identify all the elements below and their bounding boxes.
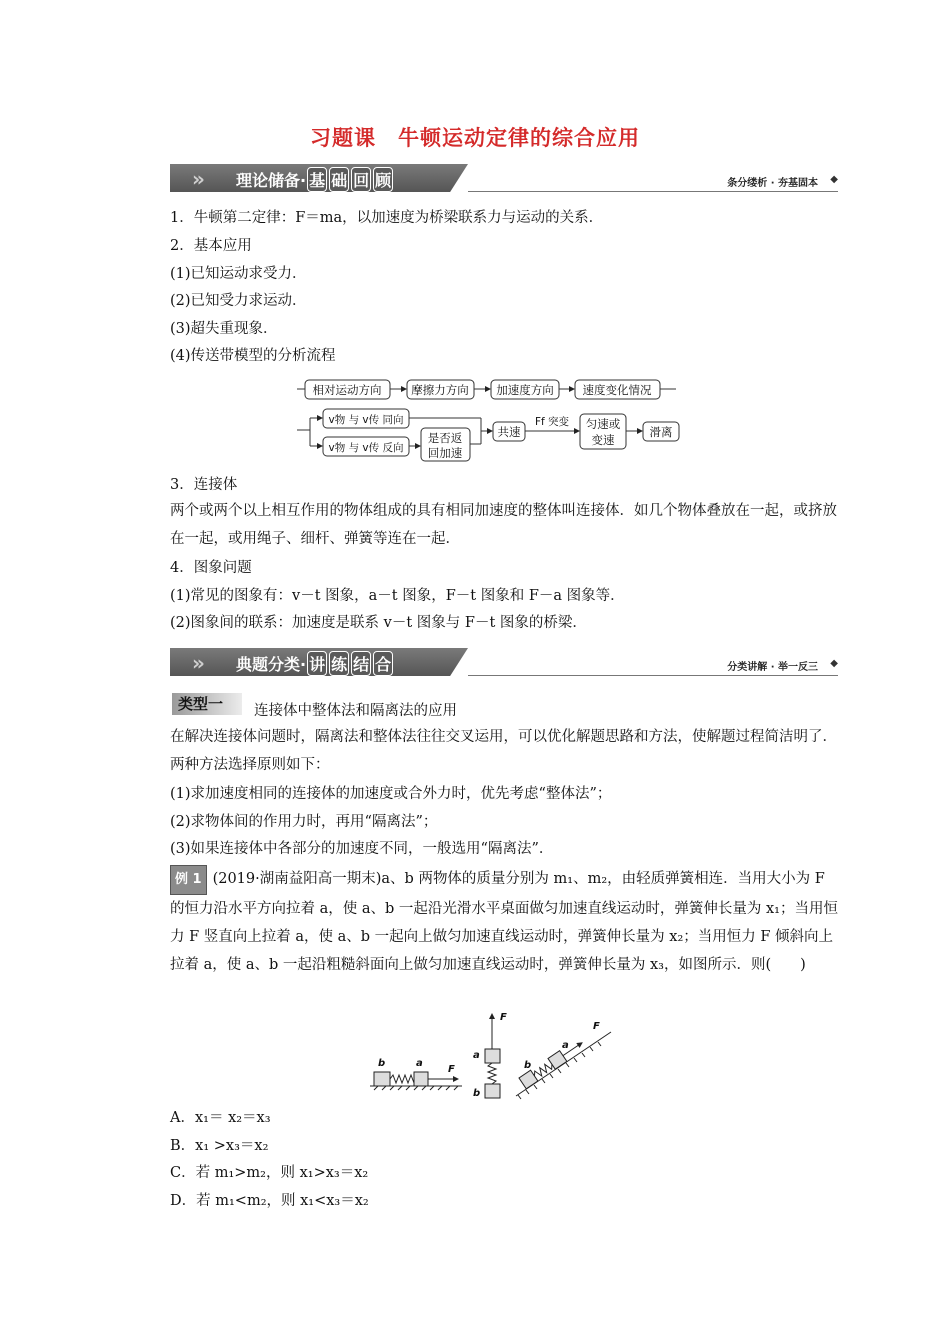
point-1: 1．牛顿第二定律：F＝ma，以加速度为桥梁联系力与运动的关系． (170, 210, 604, 226)
flow-node: v物 与 v传 反向 (328, 442, 404, 454)
chevron-icon: » (192, 651, 205, 675)
label-b: b (378, 1058, 386, 1069)
option-b: B．x₁ >x₃＝x₂ (170, 1138, 269, 1154)
chevron-icon: » (192, 167, 205, 191)
point-2: 2．基本应用 (170, 238, 252, 254)
flow-node: 回加速 (427, 446, 463, 460)
label-F: F (500, 1012, 507, 1023)
type-title: 连接体中整体法和隔离法的应用 (254, 703, 457, 719)
label-b: b (473, 1088, 481, 1099)
flow-node: 滑离 (649, 425, 673, 439)
label-a: a (473, 1050, 480, 1061)
example-1: 例 1 (2019·湖南益阳高一期末)a、b 两物体的质量分别为 m₁、m₂，由轻质弹簧相连．当用大小为 F 的恒力沿水平方向拉着 a，使 a、b 一起沿光滑水平桌面做匀加速直线运动时，弹簧伸长量为 x₁；当用恒力 F 竖直向上拉着 a，使 a、b 一起向上做匀加速直线运动时，弹簧伸长量为 x₂；当用恒力 F 倾斜向上拉着 a，使 a、b 一起沿粗糙斜面向上做匀加速直线运动时，弹簧伸长量为 x₃，如图所示．则( ) (170, 865, 838, 979)
label-a: a (416, 1058, 423, 1069)
flow-node: 变速 (591, 433, 615, 447)
flow-node: 速度变化情况 (582, 383, 652, 397)
rule-2: (2)求物体间的作用力时，再用“隔离法”； (170, 814, 438, 830)
rule-1: (1)求加速度相同的连接体的加速度或合外力时，优先考虑“整体法”； (170, 786, 612, 802)
flow-label: Ff 突变 (534, 416, 570, 428)
rule-3: (3)如果连接体中各部分的加速度不同，一般选用“隔离法”． (170, 841, 554, 857)
banner-subtitle: 条分缕析 · 夯基固本 (727, 178, 818, 189)
label-F: F (448, 1064, 455, 1075)
point-2-2: (2)已知受力求运动． (170, 293, 307, 309)
point-2-1: (1)已知运动求受力． (170, 266, 307, 282)
option-c: C．若 m₁>m₂，则 x₁>x₃＝x₂ (170, 1165, 369, 1181)
point-4-1: (1)常见的图象有：v－t 图象，a－t 图象，F－t 图象和 F－a 图象等． (170, 588, 625, 604)
option-d: D．若 m₁<m₂，则 x₁<x₃＝x₂ (170, 1193, 369, 1209)
diamond-icon: ◆ (830, 174, 838, 185)
banner-subtitle: 分类讲解 · 举一反三 (727, 662, 818, 673)
flow-node: 是否返 (427, 431, 463, 445)
flow-node: 加速度方向 (496, 383, 554, 397)
conveyor-flowchart (296, 373, 686, 465)
type-tag: 类型一 (172, 693, 242, 715)
flow-node: 相对运动方向 (312, 383, 382, 397)
flow-node: v物 与 v传 同向 (328, 414, 404, 426)
type-intro: 在解决连接体问题时，隔离法和整体法往往交叉运用，可以优化解题思路和方法，使解题过程简洁明了．两种方法选择原则如下： (170, 729, 837, 773)
label-F: F (593, 1021, 600, 1032)
point-4: 4．图象问题 (170, 560, 252, 576)
label-a: a (562, 1040, 569, 1051)
flow-node: 摩擦力方向 (411, 383, 469, 397)
point-3: 3．连接体 (170, 477, 238, 493)
example-tag: 例 1 (170, 865, 207, 895)
point-3-text: 两个或两个以上相互作用的物体组成的具有相同加速度的整体叫连接体．如几个物体叠放在一起，或挤放在一起，或用绳子、细杆、弹簧等连在一起． (170, 503, 837, 547)
diamond-icon: ◆ (830, 658, 838, 669)
label-b: b (524, 1060, 532, 1071)
physics-figure (366, 1008, 626, 1100)
point-2-3: (3)超失重现象． (170, 321, 278, 337)
section-banner-theory: » 理论储备· 基 础 回 顾 条分缕析 · 夯基固本 ◆ (170, 164, 838, 192)
flow-node: 共速 (497, 425, 521, 439)
section-banner-examples: » 典题分类· 讲 练 结 合 分类讲解 · 举一反三 ◆ (170, 648, 838, 676)
point-4-2: (2)图象间的联系：加速度是联系 v－t 图象与 F－t 图象的桥梁． (170, 615, 587, 631)
flow-node: 匀速或 (585, 417, 621, 431)
option-a: A．x₁＝ x₂＝x₃ (170, 1110, 271, 1126)
point-2-4: (4)传送带模型的分析流程 (170, 348, 336, 364)
page-title: 习题课 牛顿运动定律的综合应用 (310, 125, 640, 150)
